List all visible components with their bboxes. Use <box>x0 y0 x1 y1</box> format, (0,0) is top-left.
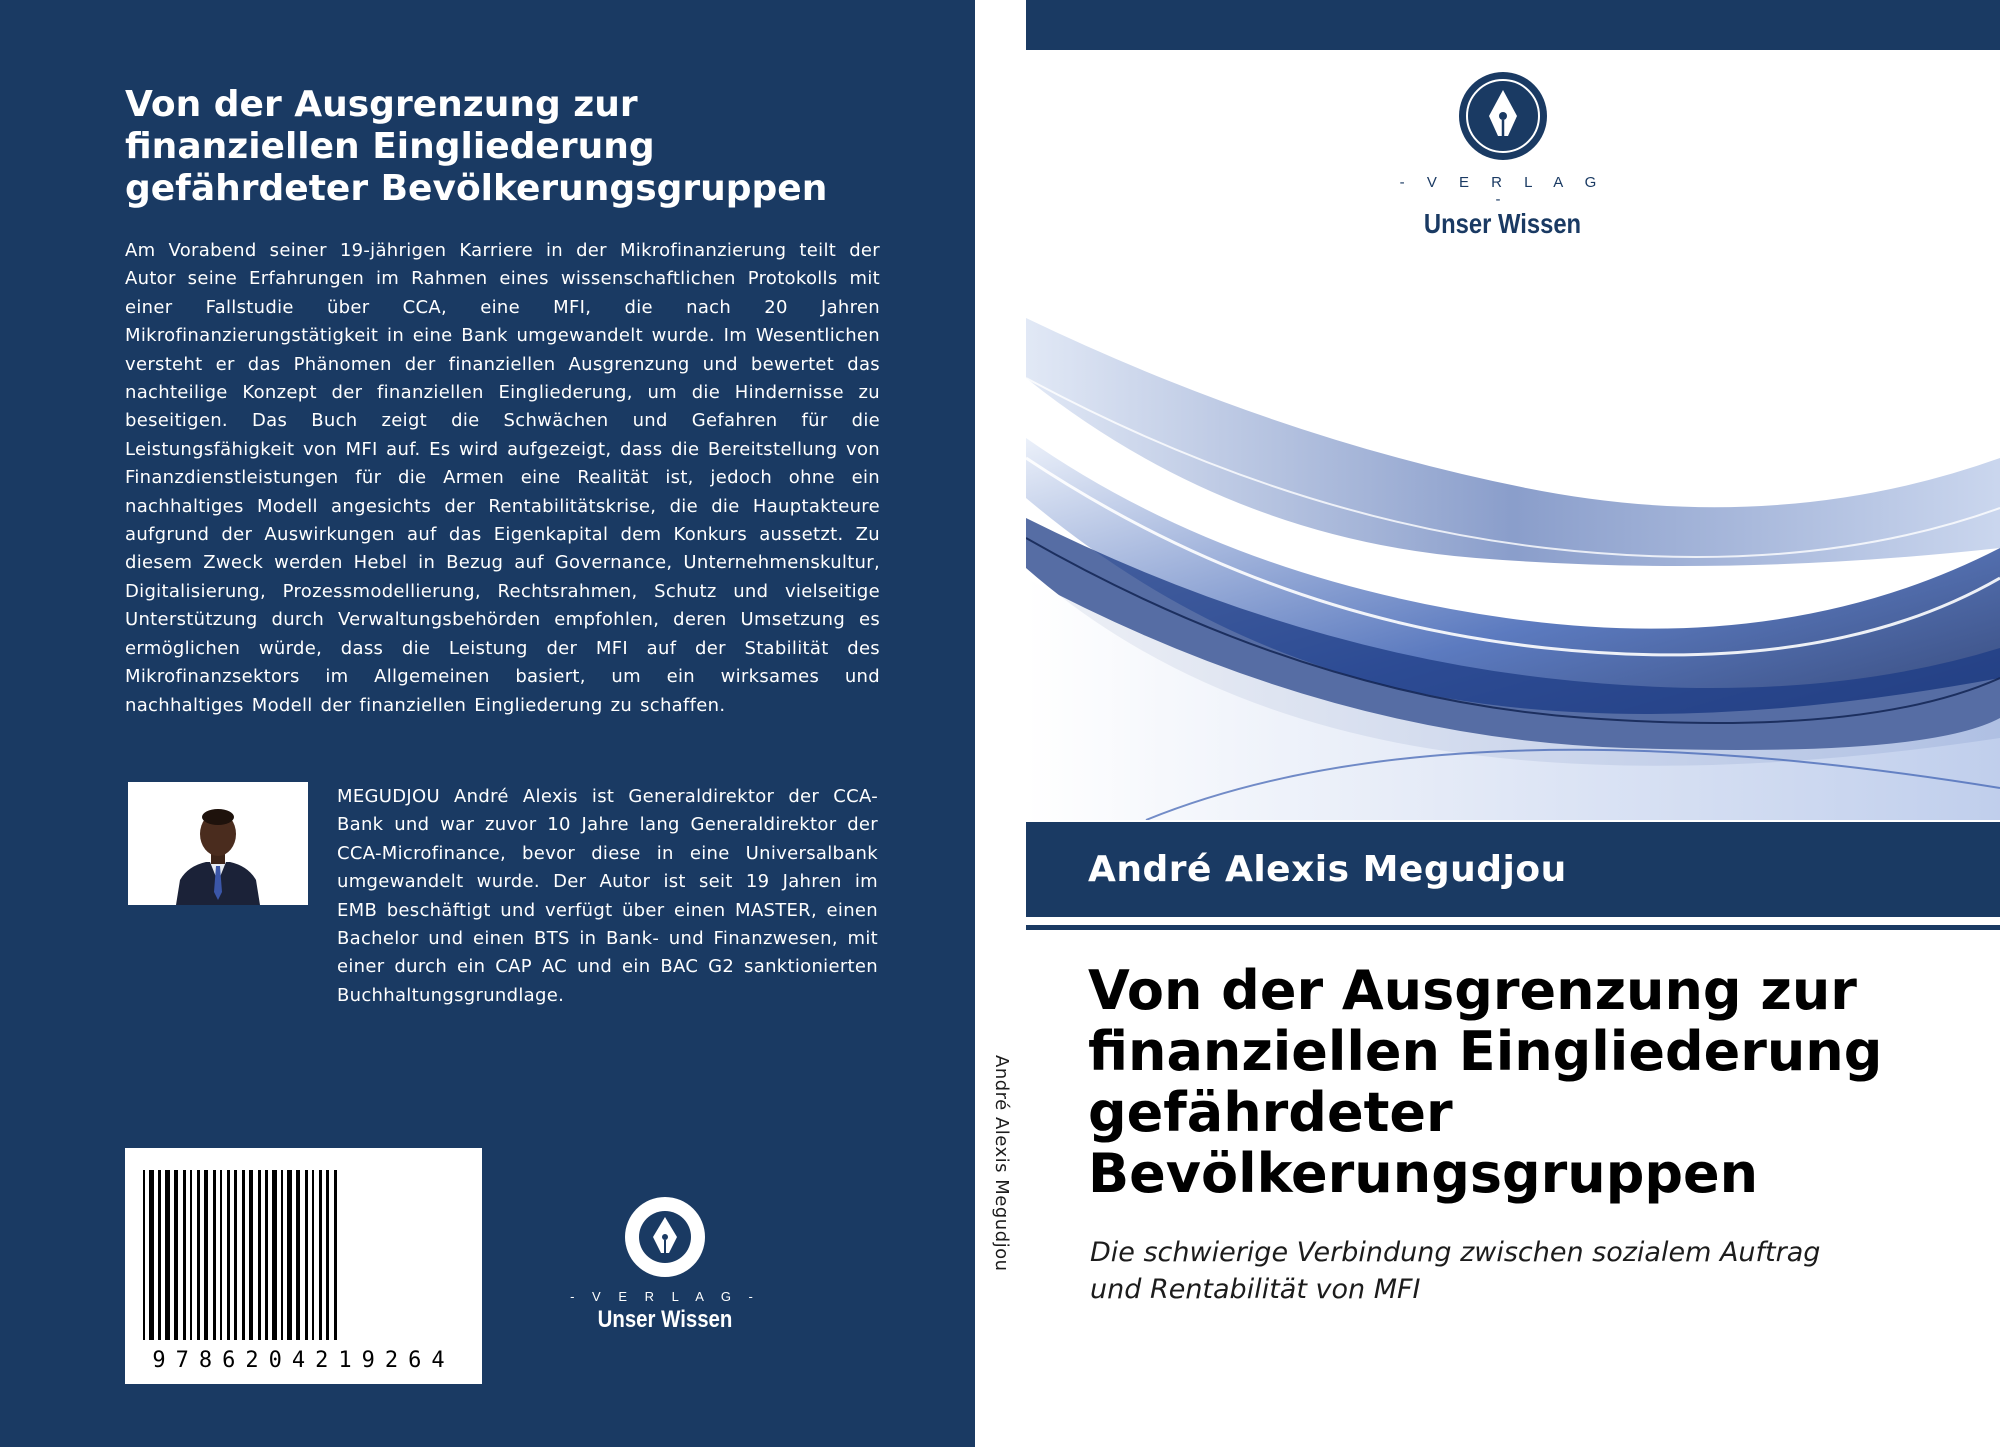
barcode-bar <box>334 1170 337 1340</box>
front-top-bar <box>1026 0 2000 50</box>
back-title-line: gefährdeter Bevölkerungsgruppen <box>125 168 828 209</box>
barcode-bar <box>197 1170 200 1340</box>
author-photo <box>128 782 308 905</box>
abstract-wave-image <box>1026 318 2000 820</box>
barcode-bar <box>258 1170 261 1340</box>
barcode-bar <box>287 1170 292 1340</box>
isbn-barcode <box>125 1148 482 1384</box>
author-band <box>1026 822 2000 917</box>
barcode-bar <box>296 1170 300 1340</box>
front-title-line: finanziellen Eingliederung <box>1088 1020 1883 1083</box>
barcode-bar <box>249 1170 253 1340</box>
author-bio: MEGUDJOU André Alexis ist Generaldirektor der CCA-Bank und war zuvor 10 Jahre lang Generaldirektor der CCA-Microfinance, bevor diese in eine Universalbank umgewandelt wurde. Der Autor ist seit 19 Jahren im EMB beschäftigt und verfügt über einen MASTER, einen Bachelor und einen BTS in Bank- und Finanzwesen, mit einer durch ein CAP AC und ein BAC G2 sanktionierten Buchhaltungsgrundlage. <box>337 786 878 1006</box>
barcode-bar <box>158 1170 161 1340</box>
barcode-bar <box>312 1170 314 1340</box>
back-title-line: Von der Ausgrenzung zur <box>125 84 638 125</box>
barcode-bar <box>143 1170 145 1340</box>
barcode-bar <box>265 1170 268 1340</box>
back-title-line: finanziellen Eingliederung <box>125 126 655 167</box>
barcode-bar <box>242 1170 245 1340</box>
divider-rule <box>1026 925 2000 930</box>
author-portrait-image <box>128 782 308 905</box>
subtitle-line: und Rentabilität von MFI <box>1090 1274 1421 1305</box>
barcode-bar <box>305 1170 308 1340</box>
cover-wave-artwork <box>1026 318 2000 820</box>
barcode-bar <box>227 1170 230 1340</box>
fountain-pen-nib-icon <box>1457 70 1549 162</box>
barcode-bar <box>213 1170 216 1340</box>
publisher-verlag-label: - V E R L A G - <box>570 1289 760 1304</box>
barcode-bar <box>183 1170 186 1340</box>
barcode-bar <box>272 1170 277 1340</box>
front-title-line: Von der Ausgrenzung zur <box>1088 959 1857 1022</box>
book-blurb: Am Vorabend seiner 19-jährigen Karriere in der Mikrofinanzierung teilt der Autor seine Erfahrungen im Rahmen eines wissenschaftlichen Protokolls mit einer Fallstudie über CCA, eine MFI, die nach 20 Jahren Mikrofinanzierungstätigkeit in eine Bank umgewandelt wurde. Im Wesentlichen versteht er das Phänomen der finanziellen Ausgrenzung und bewertet das nachteilige Konzept der finanziellen Eingliederung, um die Hindernisse zu beseitigen. Das Buch zeigt die Schwächen und Gefahren für die Leistungsfähigkeit von MFI auf. Es wird aufgezeigt, dass die Bereitstellung von Finanzdienstleistungen für die Armen eine Realität ist, jedoch ohne ein nachhaltiges Modell angesichts der Rentabilitätskrise, die die Hauptakteure aufgrund der Auswirkungen auf das Eigenkapital dem Konkurs aussetzt. Zu diesem Zweck werden Hebel in Bezug auf Governance, Unternehmenskultur, Digitalisierung, Prozessmodellierung, Rechtsrahmen, Schutz und vielseitige Unterstützung durch Verwaltungsbehörden empfohlen, deren Umsetzung es ermöglichen würde, dass die Leistung der MFI auf der Stabilität des Mikrofinanzsektors im Allgemeinen basiert, um ein wirksames und nachhaltiges Modell der finanziellen Eingliederung zu schaffen. <box>125 240 880 716</box>
subtitle-line: Die schwierige Verbindung zwischen sozialem Auftrag <box>1090 1237 1821 1268</box>
spine-author: André Alexis Megudjou <box>991 1055 1012 1272</box>
publisher-verlag-label: - V E R L A G - <box>1399 174 1606 208</box>
publisher-name: Unser Wissen <box>1423 208 1582 239</box>
front-publisher-logo <box>1390 70 1615 240</box>
front-author-name: André Alexis Megudjou <box>1088 849 1567 890</box>
barcode-bar <box>149 1170 154 1340</box>
front-title-line: Bevölkerungsgruppen <box>1088 1142 1759 1205</box>
barcode-bar <box>220 1170 222 1340</box>
front-cover-title <box>1088 960 1988 1204</box>
barcode-bar <box>165 1170 170 1340</box>
back-cover-title <box>125 84 925 210</box>
back-cover <box>0 0 975 1447</box>
barcode-bar <box>326 1170 329 1340</box>
barcode-bar <box>190 1170 192 1340</box>
barcode-bar <box>281 1170 283 1340</box>
publisher-name: Unser Wissen <box>597 1306 733 1333</box>
barcode-bar <box>174 1170 178 1340</box>
barcode-bar <box>234 1170 237 1340</box>
back-publisher-logo <box>560 1195 770 1334</box>
barcode-bars <box>125 1148 482 1348</box>
fountain-pen-nib-icon <box>623 1195 707 1279</box>
barcode-bar <box>319 1170 322 1340</box>
isbn-number: 9786204219264 <box>152 1348 455 1373</box>
front-title-line: gefährdeter <box>1088 1081 1453 1144</box>
barcode-bar <box>204 1170 208 1340</box>
front-cover-subtitle <box>1090 1234 1950 1308</box>
